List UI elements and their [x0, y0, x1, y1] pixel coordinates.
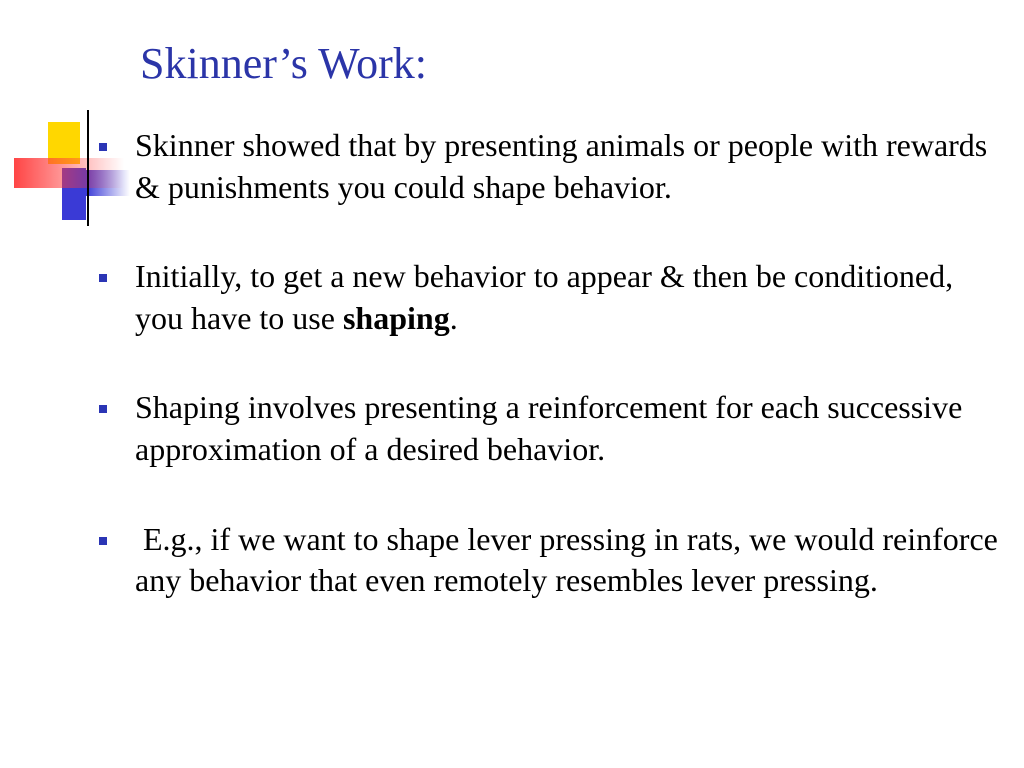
bullet-square-icon [99, 274, 107, 282]
bullet-square-icon [99, 405, 107, 413]
bullet-bold-term: shaping [342, 299, 450, 336]
blue-square [62, 168, 86, 220]
bullet-text-part: . [449, 299, 458, 336]
slide-title: Skinner’s Work: [140, 39, 427, 88]
bullet-item [98, 256, 998, 339]
bullet-text-part: Initially, to get a new behavior to appear & then be conditioned, you have to use [135, 258, 954, 336]
bullet-item [98, 519, 1006, 602]
bullet-text [135, 258, 953, 336]
bullet-square-icon [99, 143, 107, 151]
bullet-text: E.g., if we want to shape lever pressing in rats, we would reinforce any behavior that even remotely resembles lever pressing. [135, 520, 1006, 599]
bullet-item [98, 125, 998, 208]
bullet-text: Skinner showed that by presenting animals or people with rewards & punishments you could shape behavior. [135, 127, 988, 205]
bullet-list [98, 125, 1006, 602]
bullet-square-icon [99, 537, 107, 545]
bullet-text: Shaping involves presenting a reinforcement for each successive approximation of a desired behavior. [135, 389, 963, 467]
yellow-square [48, 122, 80, 164]
bullet-item [98, 387, 998, 470]
